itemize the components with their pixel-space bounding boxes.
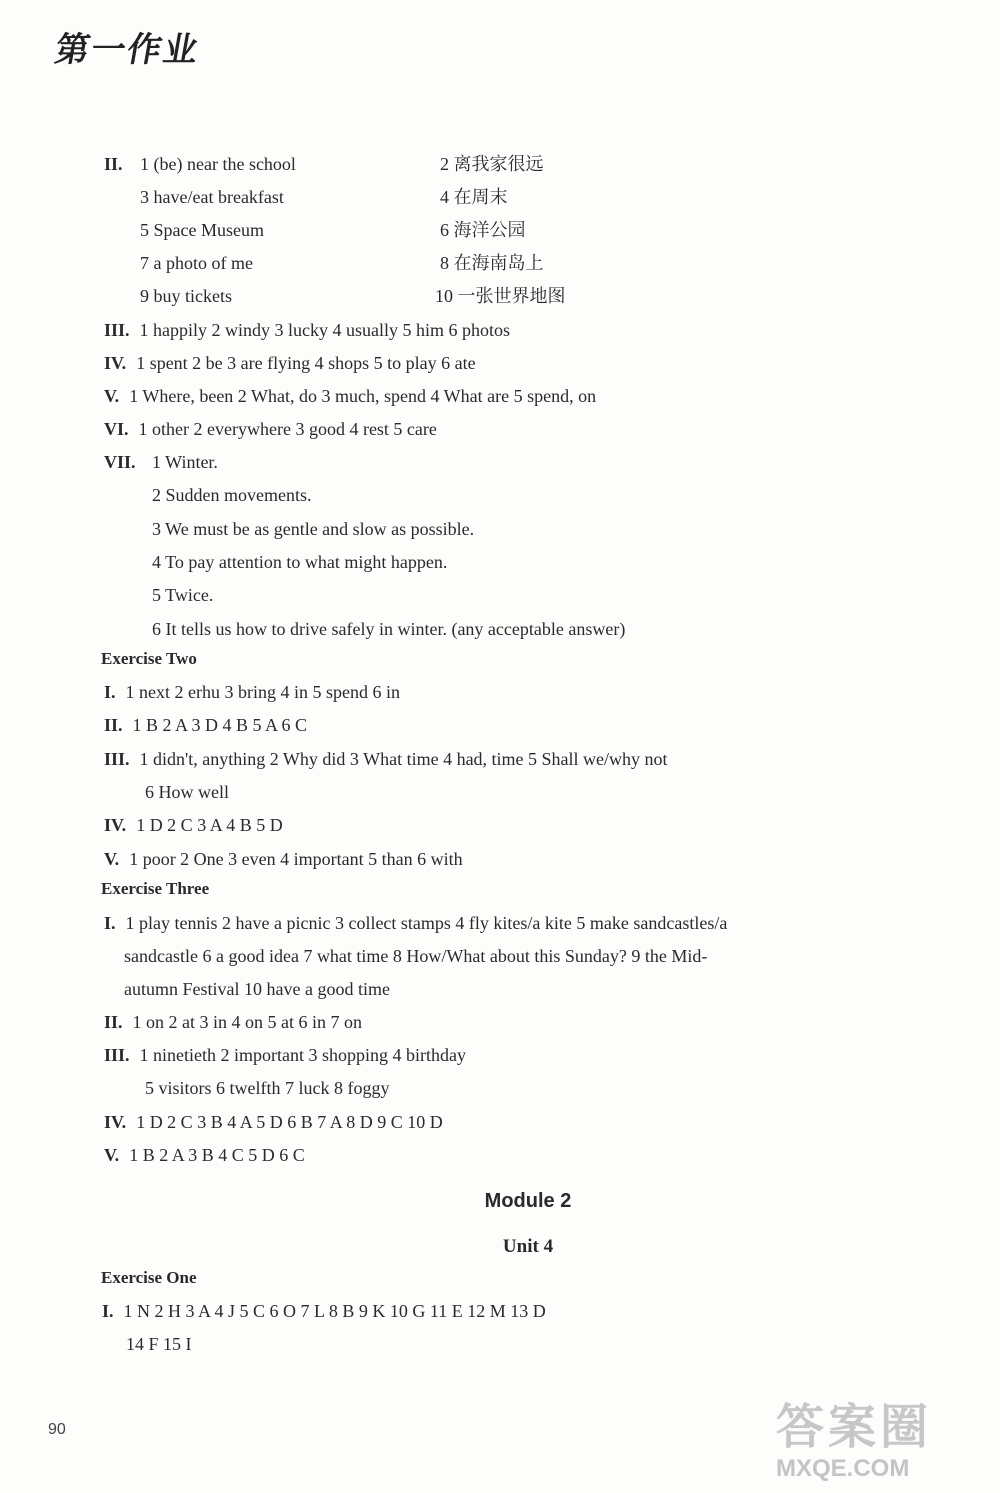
answer-item: 6 It tells us how to drive safely in winter. (any acceptable answer) [152,619,626,639]
page-number: 90 [48,1421,66,1438]
unit-title: Unit 4 [502,1236,554,1257]
section-V: V. 1 Where, been 2 What, do 3 much, spend 4 What are 5 spend, on [104,386,597,406]
ex2-section-III-cont: 6 How well [145,782,229,802]
ex3-section-IV: IV. 1 D 2 C 3 B 4 A 5 D 6 B 7 A 8 D 9 C 10 D [104,1112,443,1132]
exercise-two-title: Exercise Two [101,649,197,668]
section-IV: IV. 1 spent 2 be 3 are flying 4 shops 5 to play 6 ate [104,353,476,373]
ex3-section-I-cont: sandcastle 6 a good idea 7 what time 8 How/What about this Sunday? 9 the Mid- [124,946,708,966]
answer-item: 3 We must be as gentle and slow as possible. [152,519,475,539]
section-II-label: II. [104,154,123,174]
answer-item: 4 To pay attention to what might happen. [152,552,448,572]
answer-item: 1 (be) near the school [140,154,296,174]
ex3-section-III: III. 1 ninetieth 2 important 3 shopping 4 birthday [104,1045,466,1065]
answer-item: 9 buy tickets [140,286,232,306]
ex2-section-IV: IV. 1 D 2 C 3 A 4 B 5 D [104,815,283,835]
answer-item: 3 have/eat breakfast [140,187,284,207]
ex3-section-II: II. 1 on 2 at 3 in 4 on 5 at 6 in 7 on [104,1012,362,1032]
answer-item: 6 海洋公园 [440,220,526,240]
module-title: Module 2 [484,1190,572,1212]
exercise-one-title: Exercise One [101,1268,197,1287]
ex2-section-I: I. 1 next 2 erhu 3 bring 4 in 5 spend 6 in [104,682,400,702]
watermark-logo: 答案圈 [776,1401,933,1454]
section-VII-label: VII. [104,452,136,472]
m2-ex1-section-I: I. 1 N 2 H 3 A 4 J 5 C 6 O 7 L 8 B 9 K 10 G 11 E 12 M 13 D [102,1301,546,1321]
ex2-section-V: V. 1 poor 2 One 3 even 4 important 5 than 6 with [104,849,463,869]
answer-item: 2 Sudden movements. [152,485,312,505]
answer-item: 8 在海南岛上 [440,253,544,273]
m2-ex1-section-I-cont: 14 F 15 I [126,1334,192,1354]
answer-item: 4 在周末 [440,187,508,207]
watermark [776,1400,986,1484]
brand-logo: 第一作业 [51,30,203,70]
answer-item: 5 Twice. [152,585,214,605]
ex2-section-II: II. 1 B 2 A 3 D 4 B 5 A 6 C [104,715,308,735]
ex2-section-III: III. 1 didn't, anything 2 Why did 3 What time 4 had, time 5 Shall we/why not [104,749,668,769]
ex3-section-V: V. 1 B 2 A 3 B 4 C 5 D 6 C [104,1145,305,1165]
answer-item: 1 Winter. [152,452,218,472]
ex3-section-I-cont: autumn Festival 10 have a good time [124,979,390,999]
watermark-domain: MXQE.COM [776,1455,910,1482]
exercise-three-title: Exercise Three [101,879,210,898]
answer-item: 10 一张世界地图 [435,286,566,306]
answer-item: 5 Space Museum [140,220,264,240]
section-VI: VI. 1 other 2 everywhere 3 good 4 rest 5 care [104,419,437,439]
section-III: III. 1 happily 2 windy 3 lucky 4 usually 5 him 6 photos [104,320,511,340]
answer-item: 7 a photo of me [140,253,253,273]
answer-item: 2 离我家很远 [440,154,544,174]
ex3-section-III-cont: 5 visitors 6 twelfth 7 luck 8 foggy [145,1078,390,1098]
ex3-section-I: I. 1 play tennis 2 have a picnic 3 collect stamps 4 fly kites/a kite 5 make sandcastles/a [104,913,728,933]
